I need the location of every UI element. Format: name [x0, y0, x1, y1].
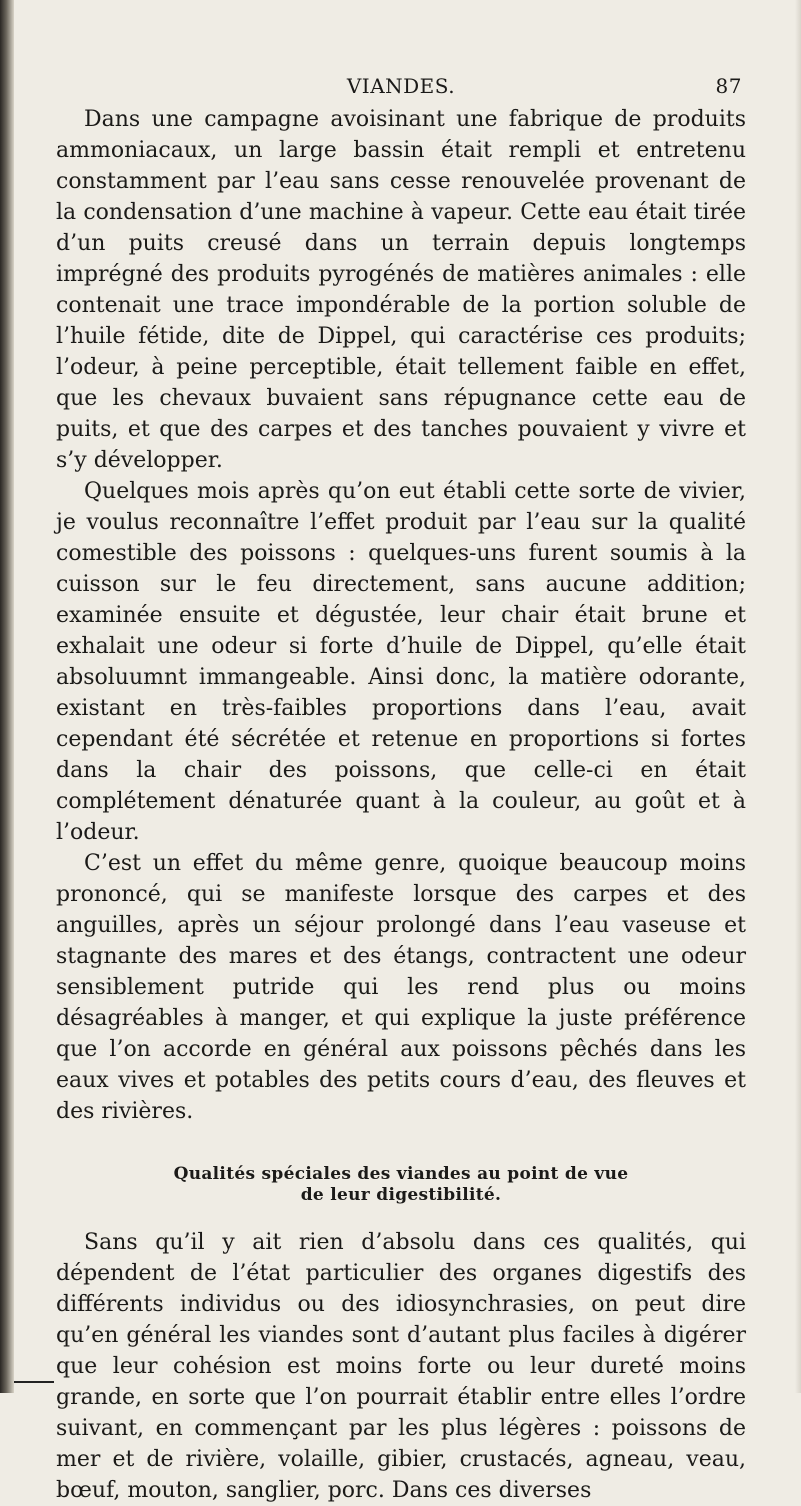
section-heading [56, 1164, 746, 1206]
page-edge [795, 0, 801, 1393]
book-page [56, 74, 746, 1506]
section-heading-line-2: de leur digestibilité. [300, 1185, 502, 1205]
running-title: VIANDES. [346, 74, 456, 98]
paragraph-2: Quelques mois après qu’on eut établi cette sorte de vivier, je voulus reconnaître l’effet produit par l’eau sur la qualité comestible des poissons : quelques-uns furent soumis à la cuisson sur le feu directement, sans aucune addition; examinée ensuite et dégustée, leur chair était brune et exhalait une odeur si forte d’huile de Dippel, qu’elle était absoluumnt immangeable. Ainsi donc, la matière odorante, existant en très-faibles proportions dans l’eau, avait cependant été sécrétée et retenue en proportions si fortes dans la chair des poissons, que celle-ci en était complétement dénaturée quant à la couleur, au goût et à l’odeur. [56, 479, 746, 845]
book-binding-shadow [0, 0, 14, 1393]
paragraph-3: C’est un effet du même genre, quoique beaucoup moins prononcé, qui se manifeste lorsque des carpes et des anguilles, après un séjour prolongé dans l’eau vaseuse et stagnante des mares et des étangs, contractent une odeur sensiblement putride qui les rend plus ou moins désagréables à manger, et qui explique la juste préférence que l’on accorde en général aux poissons pêchés dans les eaux vives et potables des petits cours d’eau, des fleuves et des rivières. [56, 851, 746, 1124]
page-corner-mark [14, 1381, 54, 1383]
paragraph-1: Dans une campagne avoisinant une fabrique de produits ammoniacaux, un large bassin était rempli et entretenu constamment par l’eau sans cesse renouvelée provenant de la condensation d’une machine à vapeur. Cette eau était tirée d’un puits creusé dans un terrain depuis longtemps imprégné des produits pyrogénés de matières animales : elle contenait une trace impondérable de la portion soluble de l’huile fétide, dite de Dippel, qui caractérise ces produits; l’odeur, à peine perceptible, était tellement faible en effet, que les chevaux buvaient sans répugnance cette eau de puits, et que des carpes et des tanches pouvaient y vivre et s’y développer. [56, 107, 746, 473]
running-header [56, 74, 746, 104]
page-number: 87 [715, 74, 742, 98]
paragraph-4: Sans qu’il y ait rien d’absolu dans ces qualités, qui dépendent de l’état particulier des organes digestifs des différents individus ou des idiosynchrasies, on peut dire qu’en général les viandes sont d’autant plus faciles à digérer que leur cohésion est moins forte ou leur dureté moins grande, en sorte que l’on pourrait établir entre elles l’ordre suivant, en commençant par les plus légères : poissons de mer et de rivière, volaille, gibier, crustacés, agneau, veau, bœuf, mouton, sanglier, porc. Dans ces diverses [56, 1230, 746, 1503]
section-heading-line-1: Qualités spéciales des viandes au point de vue [173, 1164, 629, 1184]
